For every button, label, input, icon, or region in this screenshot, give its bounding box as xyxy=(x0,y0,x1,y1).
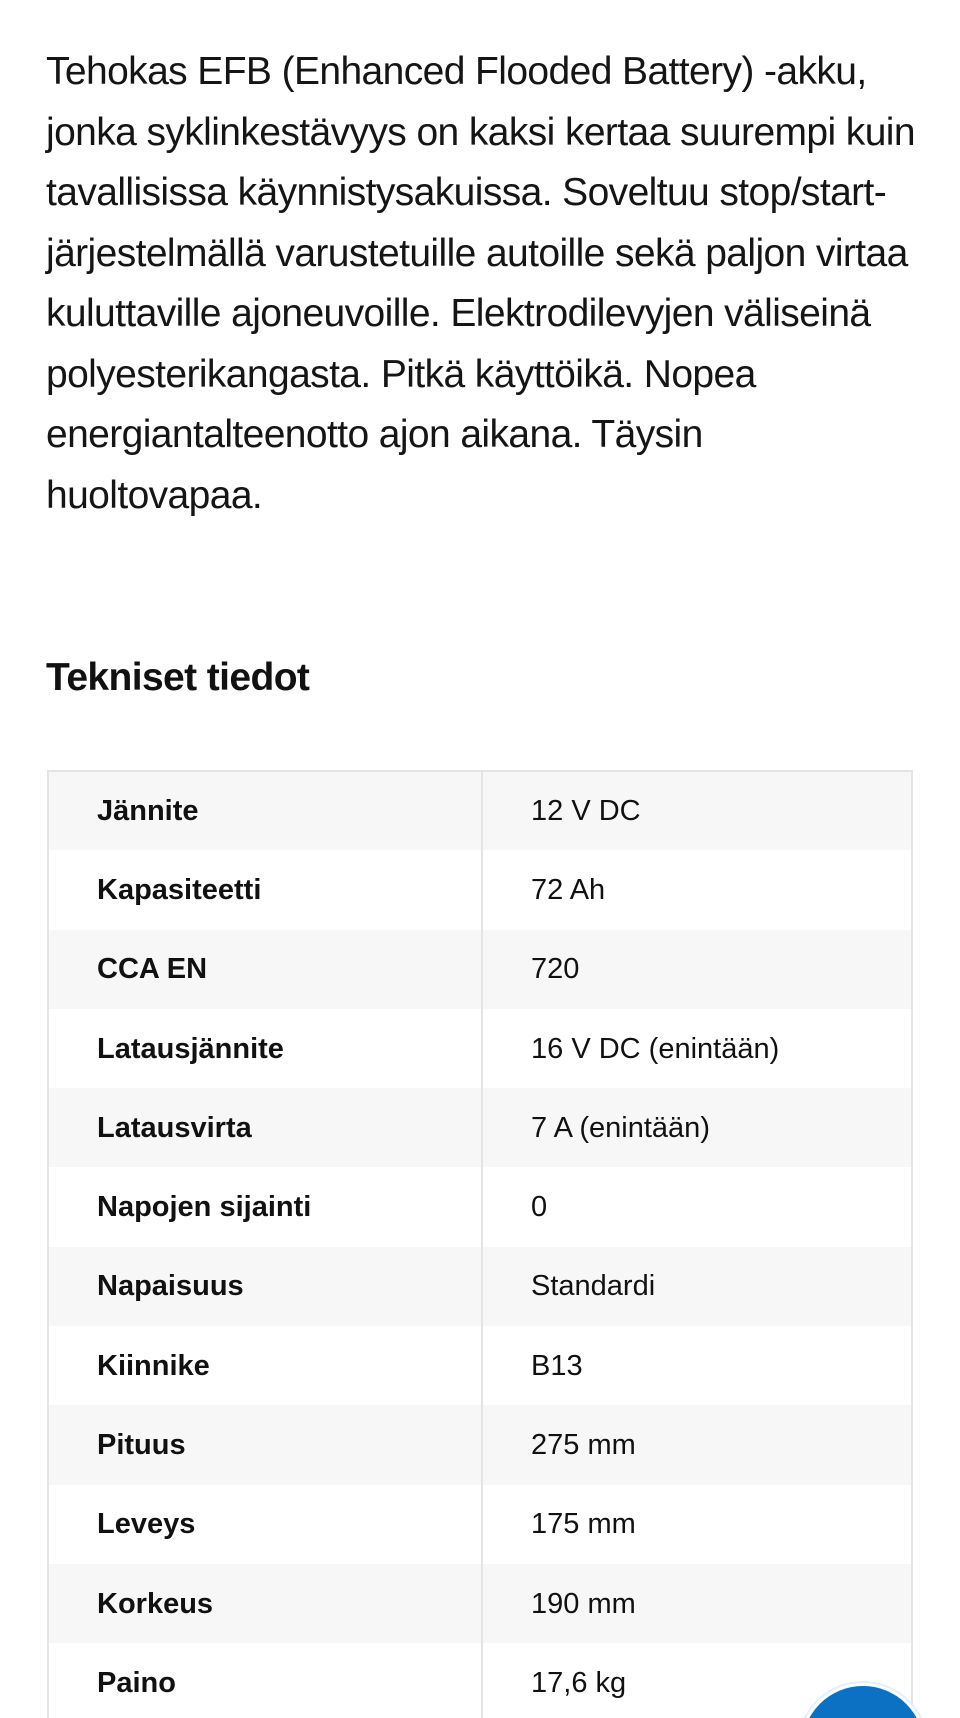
spec-value: 16 V DC (enintään) xyxy=(531,1032,780,1065)
spec-value: 175 mm xyxy=(531,1508,636,1541)
specs-table xyxy=(47,770,913,1718)
spec-name: Paino xyxy=(48,1643,482,1718)
spec-value: 0 xyxy=(531,1191,548,1224)
spec-value: 190 mm xyxy=(531,1587,636,1620)
table-row xyxy=(48,1247,912,1326)
spec-name: Leveys xyxy=(48,1485,482,1564)
spec-value: 7 A (enintään) xyxy=(531,1111,710,1144)
table-row xyxy=(48,850,912,929)
table-row xyxy=(48,1167,912,1246)
table-row xyxy=(48,771,912,850)
table-row xyxy=(48,1485,912,1564)
spec-name: Pituus xyxy=(48,1405,482,1484)
spec-name: Latausjännite xyxy=(48,1009,482,1088)
spec-value: 72 Ah xyxy=(531,873,606,906)
spec-name: Kapasiteetti xyxy=(48,850,482,929)
table-row xyxy=(48,930,912,1009)
spec-value: Standardi xyxy=(531,1270,656,1303)
table-row xyxy=(48,1009,912,1088)
spec-value: 17,6 kg xyxy=(531,1666,627,1699)
spec-value: B13 xyxy=(531,1349,583,1382)
table-row xyxy=(48,1643,912,1718)
spec-name: Latausvirta xyxy=(48,1088,482,1167)
spec-name: CCA EN xyxy=(48,930,482,1009)
spec-value: 275 mm xyxy=(531,1429,636,1462)
spec-value: 720 xyxy=(531,953,580,986)
table-row xyxy=(48,1405,912,1484)
table-row xyxy=(48,1326,912,1405)
spec-name: Napaisuus xyxy=(48,1247,482,1326)
spec-name: Napojen sijainti xyxy=(48,1167,482,1246)
specs-heading: Tekniset tiedot xyxy=(46,656,310,699)
spec-name: Kiinnike xyxy=(48,1326,482,1405)
spec-value: 12 V DC xyxy=(531,795,641,828)
spec-name: Korkeus xyxy=(48,1564,482,1643)
table-row xyxy=(48,1564,912,1643)
table-row xyxy=(48,1088,912,1167)
product-description: Tehokas EFB (Enhanced Flooded Battery) -akku, jonka syklinkestävyys on kaksi kertaa suurempi kuin tavallisissa käynnistysakuissa. Soveltuu stop/start-järjestelmällä varustetuille autoille sekä paljon virtaa kuluttaville ajoneuvoille. Elektrodilevyjen väliseinä polyesterikangasta. Pitkä käyttöikä. Nopea energiantalteenotto ajon aikana. Täysin huoltovapaa. xyxy=(46,50,915,517)
spec-name: Jännite xyxy=(48,771,482,850)
